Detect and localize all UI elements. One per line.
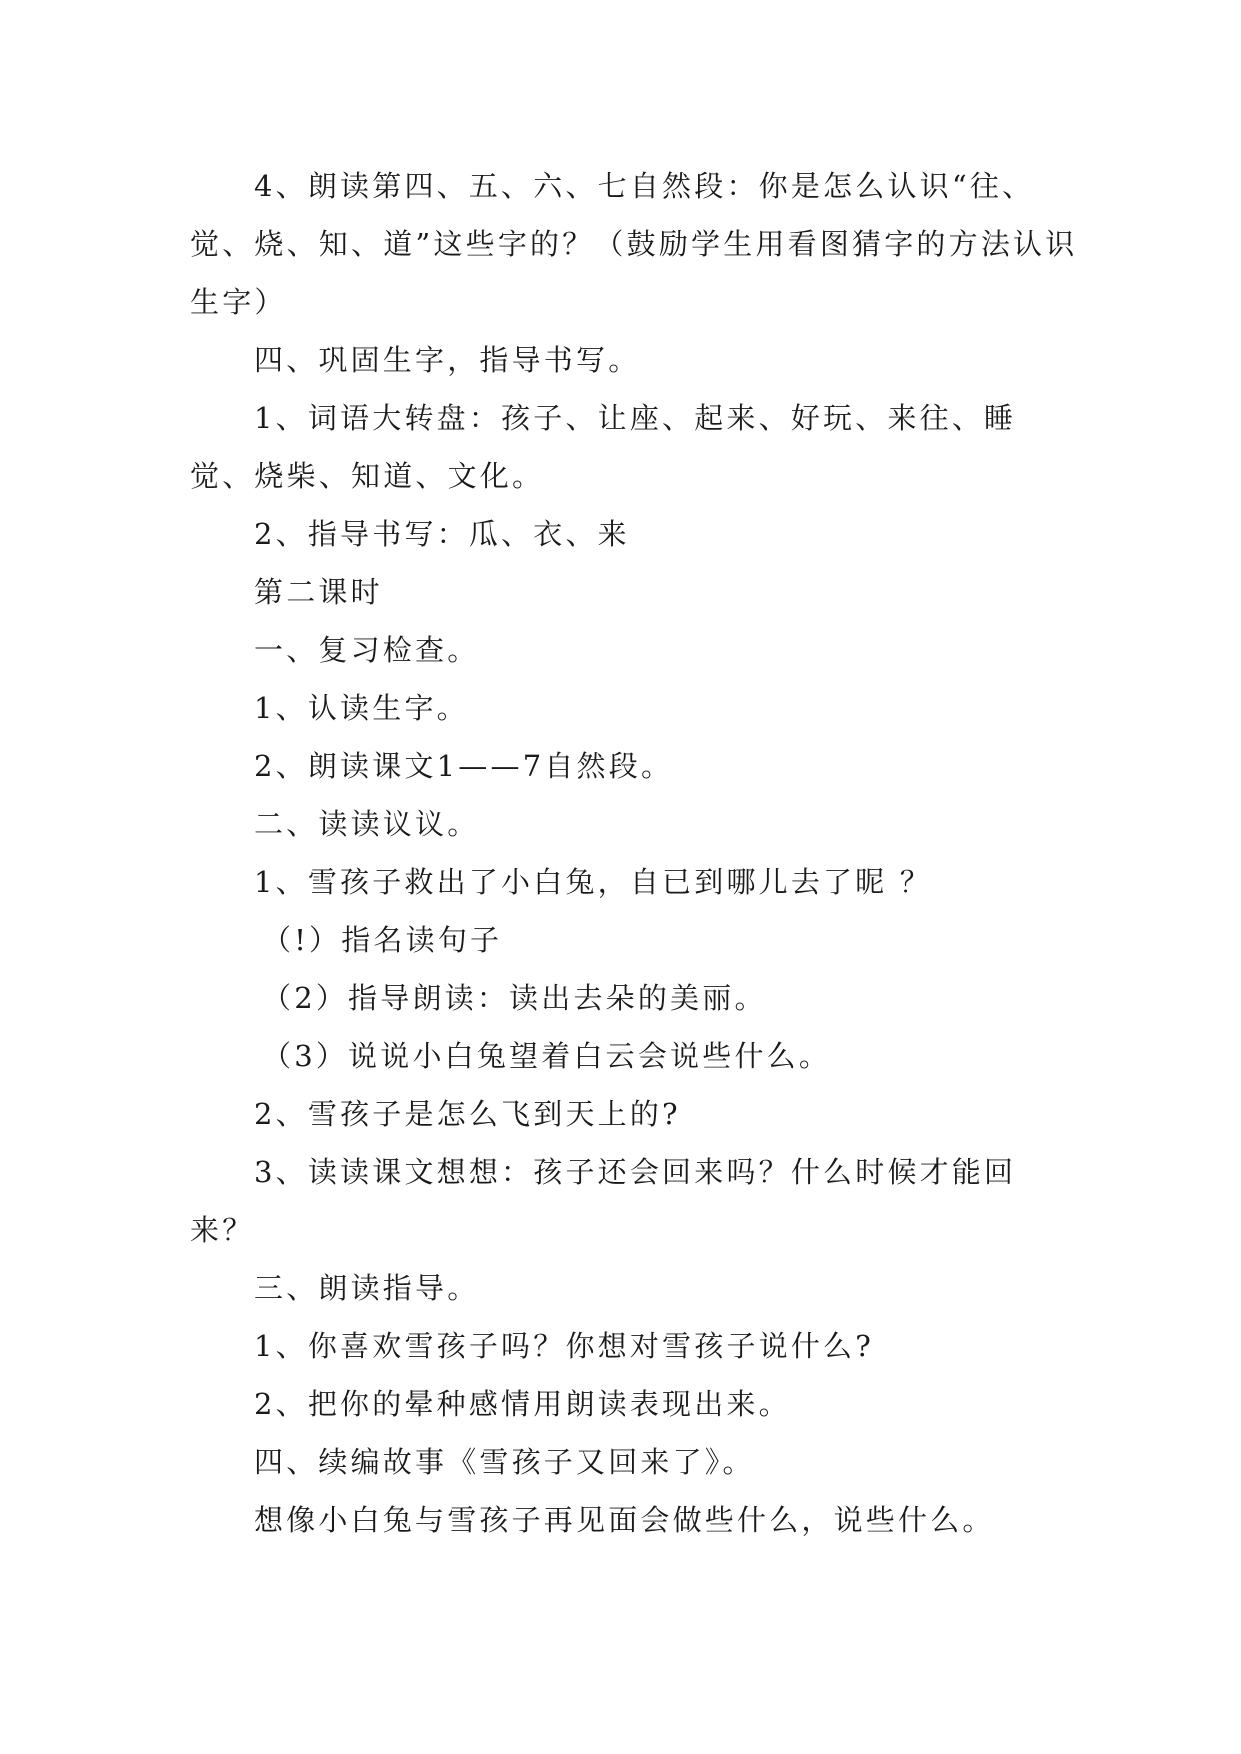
lesson-heading: 第二课时 bbox=[254, 575, 383, 609]
paragraph: 1、词语大转盘：孩子、让座、起来、好玩、来往、睡觉、烧柴、知道、文化。 bbox=[190, 401, 1017, 493]
sub-item: （2）指导朗读：读出去朵的美丽。 bbox=[262, 981, 767, 1015]
paragraph: 1、雪孩子救出了小白兔，自已到哪儿去了昵 ？ bbox=[254, 865, 933, 899]
paragraph: 2、把你的晕种感情用朗读表现出来。 bbox=[254, 1387, 791, 1421]
section-heading: 一、复习检查。 bbox=[254, 633, 480, 667]
section-heading: 四、续编故事《雪孩子又回来了》。 bbox=[254, 1445, 755, 1479]
paragraph: 4、朗读第四、五、六、七自然段：你是怎么认识“往、觉、烧、知、道”这些字的？（鼓励学生用看图猜字的方法认识生字） bbox=[190, 169, 1078, 319]
sub-item: （!）指名读句子 bbox=[262, 923, 503, 957]
paragraph: 1、认读生字。 bbox=[254, 691, 469, 725]
sub-item: （3）说说小白兔望着白云会说些什么。 bbox=[262, 1039, 832, 1073]
section-heading: 二、读读议议。 bbox=[254, 807, 480, 841]
paragraph: 2、指导书写：瓜、衣、来 bbox=[254, 517, 630, 551]
paragraph: 2、雪孩子是怎么飞到天上的? bbox=[254, 1097, 681, 1131]
paragraph: 2、朗读课文1——7自然段。 bbox=[254, 749, 674, 783]
paragraph: 1、你喜欢雪孩子吗？你想对雪孩子说什么? bbox=[254, 1329, 874, 1363]
document-body bbox=[190, 157, 1080, 1549]
section-heading: 四、巩固生字，指导书写。 bbox=[254, 343, 641, 377]
paragraph: 想像小白兔与雪孩子再见面会做些什么，说些什么。 bbox=[254, 1503, 995, 1537]
paragraph: 3、读读课文想想：孩子还会回来吗？什么时候才能回来？ bbox=[190, 1155, 1017, 1247]
section-heading: 三、朗读指导。 bbox=[254, 1271, 480, 1305]
